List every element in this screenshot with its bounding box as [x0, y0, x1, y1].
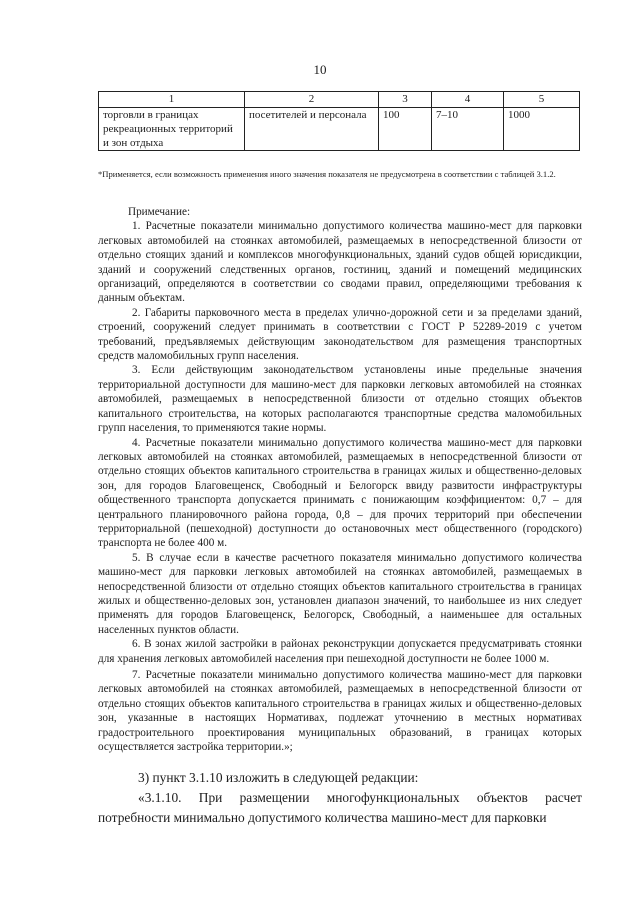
- table-header-cell: 3: [379, 92, 432, 108]
- table-cell: торговли в границах рекреационных территорий и зон отдыха: [99, 108, 245, 151]
- table-cell: 7–10: [432, 108, 504, 151]
- amendment-heading: 3) пункт 3.1.10 изложить в следующей редакции:: [138, 770, 419, 785]
- note-item: 4. Расчетные показатели минимально допустимого количества машино-мест для парковки легковых автомобилей на стоянках автомобилей, размещаемых в непосредственной близости от отдельно стоящих объектов капитального строительства в границах жилых и общественно-деловых зон, для городов Благовещенск, Свободный и Белогорск ввиду развитости инфраструктуры общественного транспорта допускается принимать с понижающим коэффициентом: 0,7 – для центрального планировочного района города, 0,8 – для прочих территорий при обеспечении территориальной (пешеходной) доступности до остановочных мест общественного (городского) транспорта не более 400 м.: [98, 436, 582, 550]
- note-item: 3. Если действующим законодательством установлены иные предельные значения территориальной доступности для машино-мест для парковки легковых автомобилей на стоянках автомобилей, размещаемых в непосредственной близости от отдельно стоящих объектов капитального строительства, на которых располагаются транспортные средства маломобильных групп населения, то применяются такие нормы.: [98, 364, 582, 435]
- note-item: 7. Расчетные показатели минимально допустимого количества машино-мест для парковки легковых автомобилей на стоянках автомобилей, размещаемых в непосредственной близости от отдельно стоящих объектов капитального строительства в границах жилых и общественно-деловых зон, указанные в настоящих Нормативах, подлежат уточнению в местных нормативах градостроительного проектирования муниципальных образований, в границах которых осуществляется застройка территории.»;: [98, 669, 582, 754]
- note-item: 2. Габариты парковочного места в пределах улично-дорожной сети и за пределами зданий, строений, сооружений следует принимать в соответствии с ГОСТ Р 52289-2019 с учетом требований, предъявляемых действующим законодательством для размещения транспортных средств маломобильных групп населения.: [98, 306, 582, 363]
- table-cell: 1000: [504, 108, 580, 151]
- amendment-text: «3.1.10. При размещении многофункциональных объектов расчет потребности минимально допустимого количества машино-мест для парковки: [98, 790, 582, 825]
- table-footnote: *Применяется, если возможность применения иного значения показателя не предусмотрена в соответствии с таблицей 3.1.2.: [98, 169, 556, 179]
- table-cell: посетителей и персонала: [245, 108, 379, 151]
- table-header-cell: 5: [504, 92, 580, 108]
- table-header-cell: 2: [245, 92, 379, 108]
- notes-section: [98, 205, 582, 754]
- table-header-row: [99, 92, 580, 108]
- table-row: [99, 108, 580, 151]
- table-header-cell: 1: [99, 92, 245, 108]
- note-item: 6. В зонах жилой застройки в районах реконструкции допускается предусматривать стоянки для хранения легковых автомобилей населения при пешеходной доступности не более 1000 м.: [98, 638, 582, 665]
- table-cell: 100: [379, 108, 432, 151]
- notes-heading: Примечание:: [128, 206, 191, 218]
- note-item: 5. В случае если в качестве расчетного показателя минимально допустимого количества машино-мест для парковки легковых автомобилей на стоянках автомобилей, размещаемых в непосредственной близости от отдельно стоящих объектов капитального строительства в границах жилых и общественно-деловых зон, установлен диапазон значений, то наибольшее из них следует применять для городов Благовещенск, Белогорск, Свободный, а наименьшее для остальных населенных пунктов области.: [98, 551, 582, 636]
- page-number: 10: [313, 62, 327, 77]
- amendment-section: [98, 768, 582, 828]
- note-item: 1. Расчетные показатели минимально допустимого количества машино-мест для парковки легковых автомобилей на стоянках автомобилей, размещаемых в непосредственной близости от отдельно стоящих зданий и комплексов многофункциональных, зданий судов общей юрисдикции, зданий и сооружений следственных органов, гостиниц, зданий и помещений медицинских организаций, определяются в соответствии со сводами правил, определяющими требования к данным объектам.: [98, 220, 582, 305]
- table-header-cell: 4: [432, 92, 504, 108]
- parking-norms-table: [98, 91, 580, 151]
